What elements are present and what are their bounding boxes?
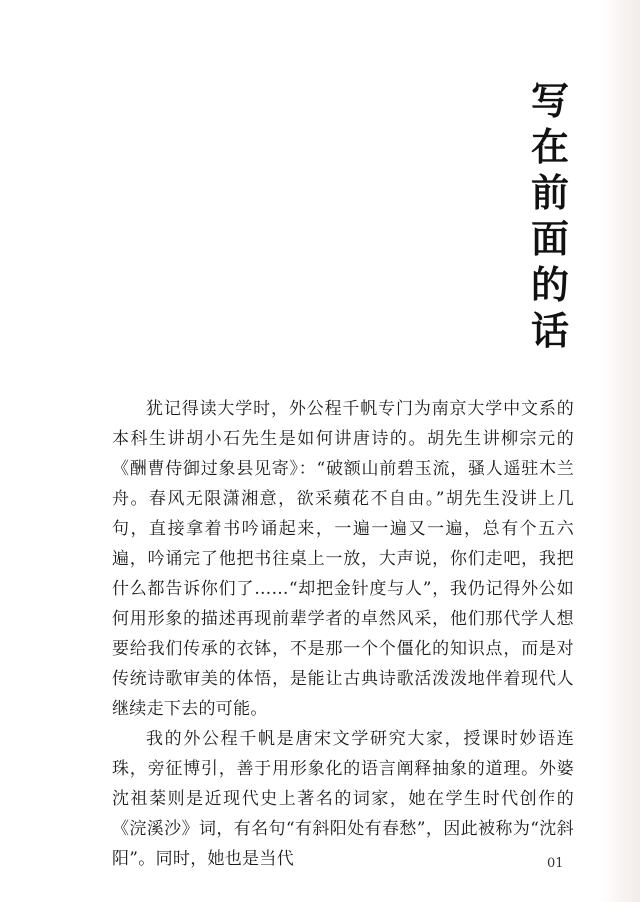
page-number: 01 bbox=[547, 856, 564, 871]
paragraph-2: 我的外公程千帆是唐宋文学研究大家，授课时妙语连珠，旁征博引，善于用形象化的语言阐释抽象的道理。外婆沈祖棻则是近现代史上著名的词家，她在学生时代创作的《浣溪沙》词，有名句“有斜阳处有春愁”，因此被称为“沈斜阳”。同时，她也是当代 bbox=[112, 729, 574, 869]
page-edge-shadow bbox=[600, 0, 640, 902]
paragraph-1: 犹记得读大学时，外公程千帆专门为南京大学中文系的本科生讲胡小石先生是如何讲唐诗的。胡先生讲柳宗元的《酬曹侍御过象县见寄》：“破额山前碧玉流，骚人遥驻木兰舟。春风无限潇湘意，欲采蘋花不自由。”胡先生没讲上几句，直接拿着书吟诵起来，一遍一遍又一遍，总有个五六遍，吟诵完了他把书往桌上一放，大声说，你们走吧，我把什么都告诉你们了……“却把金针度与人”，我仍记得外公如何用形象的描述再现前辈学者的卓然风采，他们那代学人想要给我们传承的衣钵，不是那一个个僵化的知识点，而是对传统诗歌审美的体悟，是能让古典诗歌活泼泼地伴着现代人继续走下去的可能。 bbox=[112, 399, 574, 719]
page-title: 写在前面的话 bbox=[530, 78, 569, 353]
body-text bbox=[112, 394, 574, 874]
